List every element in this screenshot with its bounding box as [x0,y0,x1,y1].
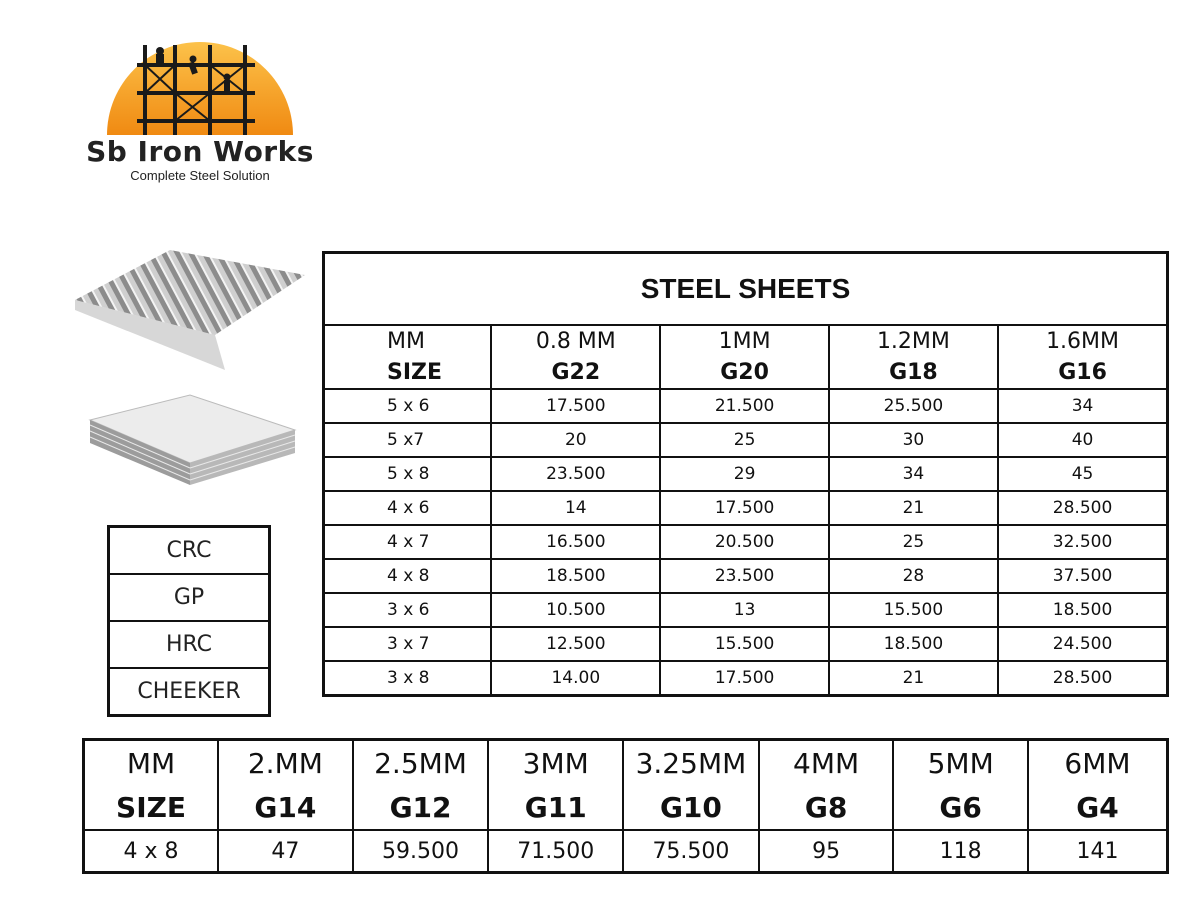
scaffold-sun-icon [105,35,295,135]
price-cell: 28.500 [998,661,1167,696]
header-cell: 5MM [893,740,1028,786]
header-cell: 4MM [759,740,894,786]
sheet-stack-image [80,385,300,495]
size-cell: 5 x7 [324,423,492,457]
table-row [324,559,1168,593]
header-cell: MM [324,325,492,357]
gauge-header-row [324,357,1168,389]
price-cell: 15.500 [829,593,998,627]
price-cell: 32.500 [998,525,1167,559]
price-cell: 29 [660,457,828,491]
price-cell: 14 [491,491,660,525]
table-row [324,593,1168,627]
price-cell: 34 [998,389,1167,423]
material-type-list [107,525,271,717]
price-cell: 20 [491,423,660,457]
header-cell: G18 [829,357,998,389]
price-cell: 14.00 [491,661,660,696]
header-cell: 6MM [1028,740,1168,786]
header-cell: 2.5MM [353,740,489,786]
price-cell: 25 [829,525,998,559]
header-cell: 1.6MM [998,325,1167,357]
mm-header-row [84,740,1168,786]
type-cheeker: CHEEKER [137,679,241,704]
header-cell: G10 [623,785,759,830]
header-cell: G11 [488,785,623,830]
type-gp: GP [110,575,268,622]
table-row [324,627,1168,661]
header-cell: G8 [759,785,894,830]
price-cell: 21 [829,661,998,696]
size-cell: 5 x 8 [324,457,492,491]
price-cell: 17.500 [491,389,660,423]
table-row [84,830,1168,873]
size-cell: 4 x 8 [84,830,219,873]
size-cell: 5 x 6 [324,389,492,423]
price-cell: 10.500 [491,593,660,627]
table-row [324,661,1168,696]
header-cell: SIZE [324,357,492,389]
header-cell: 1MM [660,325,828,357]
size-cell: 3 x 7 [324,627,492,661]
price-cell: 25 [660,423,828,457]
mm-header-row [324,325,1168,357]
table-row [324,491,1168,525]
price-cell: 13 [660,593,828,627]
price-cell: 23.500 [491,457,660,491]
header-cell: G12 [353,785,489,830]
price-cell: 18.500 [491,559,660,593]
price-cell: 28 [829,559,998,593]
price-cell: 17.500 [660,661,828,696]
type-crc: CRC [110,528,268,575]
price-cell: 16.500 [491,525,660,559]
price-cell: 37.500 [998,559,1167,593]
table-title: STEEL SHEETS [324,253,1168,326]
size-cell: 3 x 6 [324,593,492,627]
price-cell: 15.500 [660,627,828,661]
price-cell: 25.500 [829,389,998,423]
price-cell: 75.500 [623,830,759,873]
price-cell: 23.500 [660,559,828,593]
price-cell: 12.500 [491,627,660,661]
header-cell: G14 [218,785,353,830]
header-cell: G4 [1028,785,1168,830]
header-cell: 0.8 MM [491,325,660,357]
header-cell: SIZE [84,785,219,830]
price-cell: 95 [759,830,894,873]
price-cell: 21.500 [660,389,828,423]
price-cell: 24.500 [998,627,1167,661]
header-cell: G6 [893,785,1028,830]
heavy-sheets-table [82,738,1169,874]
header-cell: G16 [998,357,1167,389]
price-cell: 118 [893,830,1028,873]
price-cell: 18.500 [998,593,1167,627]
steel-sheets-table [322,251,1169,697]
corrugated-sheet-image [75,245,305,370]
price-cell: 30 [829,423,998,457]
size-cell: 4 x 6 [324,491,492,525]
size-cell: 4 x 8 [324,559,492,593]
gauge-header-row [84,785,1168,830]
table-row [324,389,1168,423]
type-hrc: HRC [110,622,268,669]
header-cell: 3MM [488,740,623,786]
header-cell: 2.MM [218,740,353,786]
price-cell: 40 [998,423,1167,457]
header-cell: G20 [660,357,828,389]
price-cell: 59.500 [353,830,489,873]
price-cell: 17.500 [660,491,828,525]
price-cell: 71.500 [488,830,623,873]
table-row [324,457,1168,491]
brand-logo [80,35,320,195]
price-cell: 20.500 [660,525,828,559]
price-cell: 28.500 [998,491,1167,525]
table-row [324,423,1168,457]
brand-name: Sb Iron Works [86,135,314,168]
size-cell: 3 x 8 [324,661,492,696]
header-cell: G22 [491,357,660,389]
price-cell: 45 [998,457,1167,491]
brand-tagline: Complete Steel Solution [130,168,270,183]
table-row [324,525,1168,559]
price-cell: 18.500 [829,627,998,661]
price-cell: 34 [829,457,998,491]
price-cell: 47 [218,830,353,873]
header-cell: 3.25MM [623,740,759,786]
header-cell: 1.2MM [829,325,998,357]
price-cell: 141 [1028,830,1168,873]
header-cell: MM [84,740,219,786]
price-cell: 21 [829,491,998,525]
size-cell: 4 x 7 [324,525,492,559]
